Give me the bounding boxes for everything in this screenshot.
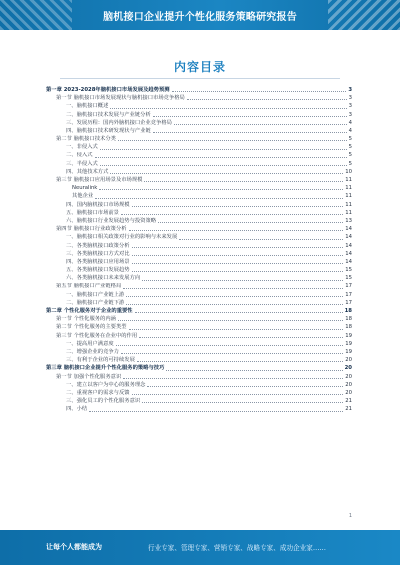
toc-subsection-entry[interactable] [46, 119, 352, 127]
toc-subsection-entry[interactable] [46, 258, 352, 266]
toc-entry-label: 其他企业 [72, 193, 94, 200]
toc-leader-dots [135, 312, 343, 313]
toc-subsection-entry[interactable] [46, 356, 352, 364]
toc-leader-dots [132, 394, 344, 395]
toc-entry-label: 一、非侵入式 [66, 144, 98, 151]
toc-entry-label: 二、脑机接口技术发展与产业链分析 [66, 111, 151, 118]
report-header [0, 0, 400, 30]
toc-entry-label: 第一节 加强个性化服务意识 [56, 373, 122, 380]
report-title: 脑机接口企业提升个性化服务策略研究报告 [103, 12, 297, 23]
toc-entry-page: 11 [345, 177, 352, 184]
toc-entry-page: 20 [344, 365, 352, 372]
toc-leader-dots [147, 386, 343, 387]
toc-entry-page: 5 [348, 144, 352, 151]
toc-section-entry[interactable] [46, 332, 352, 340]
toc-entry-label: 第三节 脑机接口应用场景及市场规模 [56, 177, 143, 184]
toc-subsection-entry[interactable] [46, 127, 352, 135]
toc-leader-dots [139, 337, 343, 338]
toc-leader-dots [179, 239, 343, 240]
toc-section-entry[interactable] [46, 225, 352, 233]
toc-entry-label: 四、各类脑机接口应用场景 [66, 258, 130, 265]
toc-leader-dots [110, 173, 343, 174]
toc-subsection-entry[interactable] [46, 340, 352, 348]
toc-entry-page: 19 [345, 340, 352, 347]
toc-entry-label: 三、各类脑机接口方式对比 [66, 250, 130, 257]
toc-leader-dots [132, 271, 344, 272]
toc-entry-page: 3 [348, 95, 352, 102]
toc-entry-page: 18 [344, 308, 352, 315]
toc-leader-dots [129, 329, 344, 330]
toc-entry-label: 第一节 脑机接口市场发展现状与脑机接口市场竞争格局 [56, 95, 185, 102]
toc-subsection-entry[interactable] [46, 143, 352, 151]
toc-entry-page: 3 [348, 111, 352, 118]
toc-leader-dots [174, 124, 347, 125]
toc-subsection-entry[interactable] [46, 389, 352, 397]
toc-subsection-entry[interactable] [46, 274, 352, 282]
toc-entry-label: 三、发展历程：国内外脑机接口企业竞争格局 [66, 119, 172, 126]
toc-entry-label: 一、建立以客户为中心的服务理念 [66, 381, 146, 388]
toc-section-entry[interactable] [46, 373, 352, 381]
toc-leader-dots [121, 214, 343, 215]
toc-entry-label: 四、脑机接口技术研发现状与产业链 [66, 127, 151, 134]
toc-leader-dots [153, 116, 347, 117]
toc-entry-page: 14 [345, 258, 352, 265]
toc-subsection-entry[interactable] [46, 381, 352, 389]
toc-entry-label: 第二节 脑机接口技术分类 [56, 136, 116, 143]
toc-leader-dots [123, 288, 343, 289]
toc-leader-dots [95, 198, 343, 199]
toc-leader-dots [132, 206, 344, 207]
toc-title: 内容目录 [173, 60, 226, 74]
toc-leader-dots [110, 108, 346, 109]
toc-entry-label: 三、半侵入式 [66, 160, 98, 167]
table-of-contents [46, 86, 352, 414]
toc-leader-dots [95, 157, 347, 158]
footer-roles-text: 行业专家、管理专家、营销专家、战略专家、成功企业家…… [148, 544, 327, 552]
toc-entry-page: 20 [345, 373, 352, 380]
toc-leader-dots [132, 263, 344, 264]
toc-subsection-entry[interactable] [46, 242, 352, 250]
toc-entry-page: 11 [345, 185, 352, 192]
toc-entry-label: 六、脑机接口行业发展趋势与投资策略 [66, 217, 157, 224]
toc-entry-label: 五、各类脑机接口发展趋势 [66, 267, 130, 274]
toc-leader-dots [118, 320, 343, 321]
toc-leader-dots [132, 247, 344, 248]
toc-entry-page: 18 [345, 324, 352, 331]
toc-section-entry[interactable] [46, 323, 352, 331]
toc-leader-dots [89, 411, 343, 412]
toc-subsection-entry[interactable] [46, 184, 352, 192]
toc-leader-dots [137, 361, 343, 362]
toc-subsection-entry[interactable] [46, 102, 352, 110]
toc-entry-label: 一、脑机接口相关政策对行业的影响与未来发展 [66, 234, 178, 241]
toc-entry-page: 17 [345, 299, 352, 306]
toc-leader-dots [132, 255, 344, 256]
toc-entry-label: 二、各类脑机接口政策分析 [66, 242, 130, 249]
toc-entry-page: 15 [345, 267, 352, 274]
toc-subsection-entry[interactable] [46, 217, 352, 225]
toc-entry-label: 三、有利于企业的可持续发展 [66, 357, 135, 364]
toc-subsection-entry[interactable] [46, 233, 352, 241]
toc-subsection-entry[interactable] [46, 266, 352, 274]
toc-subsection-entry[interactable] [46, 201, 352, 209]
toc-subsection-entry[interactable] [46, 348, 352, 356]
toc-entry-page: 4 [348, 127, 352, 134]
toc-leader-dots [166, 370, 342, 371]
toc-leader-dots [153, 132, 347, 133]
toc-entry-label: 四、国内脑机接口市场规模 [66, 201, 130, 208]
toc-leader-dots [116, 345, 344, 346]
page-number: 1 [348, 513, 352, 519]
toc-entry-label: 四、小结 [66, 406, 88, 413]
toc-entry-page: 14 [345, 234, 352, 241]
toc-leader-dots [172, 91, 347, 92]
toc-entry-page: 21 [345, 406, 352, 413]
toc-entry-page: 20 [345, 357, 352, 364]
footer-lead-text: 让每个人都能成为 [46, 543, 102, 551]
toc-leader-dots [126, 304, 343, 305]
toc-leader-dots [100, 165, 347, 166]
toc-subsection-entry[interactable] [46, 111, 352, 119]
toc-section-entry[interactable] [46, 283, 352, 291]
toc-entry-page: 14 [345, 250, 352, 257]
toc-entry-page: 15 [345, 275, 352, 282]
toc-entry-page: 10 [345, 168, 352, 175]
toc-leader-dots [121, 353, 343, 354]
toc-entry-label: 四、其他技术方式 [66, 168, 109, 175]
toc-section-entry[interactable] [46, 94, 352, 102]
toc-entry-label: 第一节 个性化服务的内涵 [56, 316, 116, 323]
toc-entry-label: 一、脑机接口概述 [66, 103, 109, 110]
toc-entry-page: 14 [345, 242, 352, 249]
toc-chapter-entry[interactable] [46, 307, 352, 315]
toc-entry-page: 17 [345, 283, 352, 290]
toc-entry-label: 二、重视客户的需求与反馈 [66, 389, 130, 396]
toc-leader-dots [126, 296, 343, 297]
toc-entry-page: 5 [348, 152, 352, 159]
toc-leader-dots [142, 402, 343, 403]
toc-entry-label: 第一章 2023-2028年脑机接口市场发展及趋势预测 [46, 86, 170, 93]
toc-entry-label: Neuralink [72, 185, 98, 192]
toc-subsection-entry[interactable] [46, 152, 352, 160]
toc-entry-label: 第二节 个性化服务的主要类型 [56, 324, 127, 331]
toc-entry-label: 第二章 个性化服务对于企业的重要性 [46, 308, 133, 315]
toc-entry-label: 一、提高用户满意度 [66, 340, 114, 347]
toc-entry-label: 第五节 脑机接口产业链格局 [56, 283, 122, 290]
toc-entry-label: 第三章 脑机接口企业提升个性化服务的策略与技巧 [46, 365, 165, 372]
toc-section-entry[interactable] [46, 135, 352, 143]
toc-subsection-entry[interactable] [46, 192, 352, 200]
toc-entry-page: 14 [345, 226, 352, 233]
toc-entry-page: 5 [348, 136, 352, 143]
toc-entry-label: 三、强化员工的个性化服务意识 [66, 398, 141, 405]
toc-subsection-entry[interactable] [46, 405, 352, 413]
toc-divider [60, 78, 340, 79]
toc-chapter-entry[interactable] [46, 86, 352, 94]
toc-entry-label: 第四节 脑机接口行业政策分析 [56, 226, 127, 233]
toc-entry-page: 13 [345, 217, 352, 224]
toc-leader-dots [158, 222, 343, 223]
toc-entry-label: 二、侵入式 [66, 152, 93, 159]
toc-entry-page: 20 [345, 381, 352, 388]
toc-entry-page: 19 [345, 348, 352, 355]
toc-entry-page: 17 [345, 291, 352, 298]
toc-chapter-entry[interactable] [46, 364, 352, 372]
toc-subsection-entry[interactable] [46, 168, 352, 176]
toc-entry-page: 19 [345, 332, 352, 339]
toc-leader-dots [118, 140, 347, 141]
toc-entry-label: 二、脑机接口产业链下游 [66, 299, 125, 306]
toc-entry-page: 21 [345, 398, 352, 405]
toc-subsection-entry[interactable] [46, 160, 352, 168]
toc-subsection-entry[interactable] [46, 250, 352, 258]
toc-entry-label: 一、脑机接口产业链上游 [66, 291, 125, 298]
toc-section-entry[interactable] [46, 176, 352, 184]
toc-entry-page: 5 [348, 160, 352, 167]
toc-leader-dots [144, 181, 343, 182]
toc-leader-dots [123, 378, 343, 379]
toc-entry-label: 第三节 个性化服务在企业中的作用 [56, 332, 138, 339]
toc-subsection-entry[interactable] [46, 299, 352, 307]
toc-leader-dots [100, 149, 347, 150]
toc-entry-page: 11 [345, 201, 352, 208]
toc-leader-dots [142, 280, 343, 281]
toc-entry-page: 3 [348, 103, 352, 110]
toc-entry-label: 二、增强企业的竞争力 [66, 348, 119, 355]
toc-entry-page: 20 [345, 389, 352, 396]
toc-leader-dots [99, 189, 343, 190]
toc-leader-dots [129, 230, 344, 231]
toc-entry-label: 六、各类脑机接口未来发展方向 [66, 275, 141, 282]
toc-entry-label: 五、脑机接口市场前景 [66, 209, 119, 216]
toc-entry-page: 3 [348, 86, 352, 93]
toc-subsection-entry[interactable] [46, 291, 352, 299]
toc-entry-page: 18 [345, 316, 352, 323]
toc-entry-page: 11 [345, 193, 352, 200]
toc-entry-page: 4 [348, 119, 352, 126]
toc-entry-page: 11 [345, 209, 352, 216]
toc-subsection-entry[interactable] [46, 397, 352, 405]
toc-section-entry[interactable] [46, 315, 352, 323]
toc-subsection-entry[interactable] [46, 209, 352, 217]
toc-leader-dots [187, 99, 347, 100]
footer-banner [0, 530, 400, 565]
